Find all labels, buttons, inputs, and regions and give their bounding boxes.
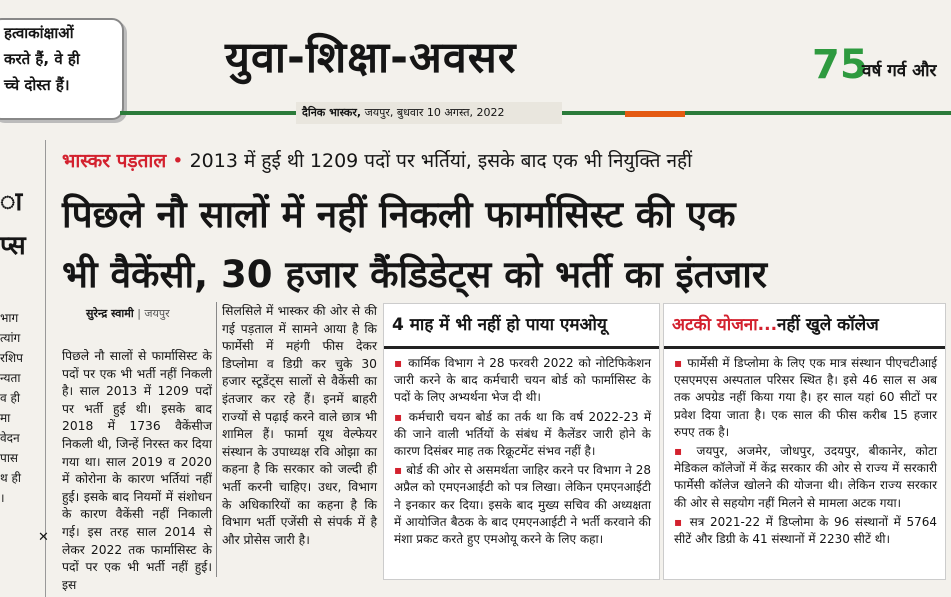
anniversary-text: वर्ष गर्व और	[862, 61, 937, 81]
masthead-rule-left	[120, 111, 296, 115]
bullet-icon: •	[172, 150, 184, 172]
clipped-text-line: थ ही	[0, 471, 21, 485]
box-point	[394, 409, 651, 461]
masthead-accent	[625, 111, 685, 117]
box-title-red: अटकी योजना...	[672, 315, 778, 335]
promo-line: च्चे दोस्त हैं।	[4, 76, 70, 94]
box-point-text: बोर्ड की ओर से असमर्थता जाहिर करने पर विभाग ने 28 अप्रैल को एमएनआईटी को पत्र लिखा। लेकिन एमएनआईटी ने इनकार कर दिया। इसके बाद मुख्य सचिव की अध्यक्षता में आयोजित बैठक के बाद एमएनआईटी ने भर्ती करवाने की मंशा प्रकट करते हुए एमओयू करने के लिए कहा।	[394, 463, 651, 547]
section-masthead: युवा-शिक्षा-अवसर	[225, 33, 517, 83]
promo-box	[0, 18, 124, 120]
box-point	[394, 462, 651, 548]
clipped-text-line: मा	[0, 411, 11, 425]
headline-line: भी वैकेंसी, 30 हजार कैंडिडेट्स को भर्ती का इंतजार	[62, 253, 767, 296]
anniversary-number: 75	[812, 42, 868, 88]
bullet-icon: ▪	[394, 463, 407, 478]
kicker-text: 2013 में हुई थी 1209 पदों पर भर्तियां, इसके बाद एक भी नियुक्ति नहीं	[189, 150, 693, 172]
box-point	[394, 355, 651, 407]
box-point-text: जयपुर, अजमेर, जोधपुर, उदयपुर, बीकानेर, कोटा मेडिकल कॉलेजों में केंद्र सरकार की ओर से राज्य में सरकारी फार्मेसी कॉलेज खोलने की योजना थी। लेकिन राज्य सरकार की ओर से सहयोग नहीं मिलने से मामला अटक गया।	[674, 444, 937, 510]
dateline	[296, 102, 562, 124]
headline	[62, 185, 942, 305]
clipped-text-line: रशिप	[0, 351, 23, 365]
promo-line: हत्वाकांक्षाओं	[4, 24, 74, 42]
bullet-icon: ▪	[674, 514, 690, 529]
clipped-text-line: त्यांग	[0, 331, 21, 345]
box-title: 4 माह में भी नहीं हो पाया एमओयू	[384, 304, 659, 349]
kicker	[62, 147, 692, 173]
column-divider	[216, 302, 217, 577]
clipped-text-line: वेदन	[0, 431, 20, 445]
article-column-2: सिलसिले में भास्कर की ओर से की गई पड़ताल में सामने आया है कि फार्मेसी में महंगी फीस देकर डिप्लोमा व डिग्री कर चुके 30 हजार स्टूडेंट्स सालों से वैकेंसी का इंतजार कर रहे हैं। इनमें बाहरी राज्यों से पढ़ाई करने वाले छात्र भी शामिल हैं। फार्मा यूथ वेल्फेयर संस्थान के उपाध्यक्ष रवि ओझा का कहना है कि सरकार को जल्दी ही भर्ती करनी चाहिए। उधर, विभाग के अधिकारियों का कहना है कि विभाग भर्ती एजेंसी से संपर्क में है और प्रोसेस जारी है।	[222, 304, 377, 547]
kicker-label: भास्कर पड़ताल	[62, 150, 167, 172]
box-title-rest: नहीं खुले कॉलेज	[777, 315, 879, 335]
bullet-icon: ▪	[674, 444, 697, 459]
cut-mark-icon: ✕	[38, 530, 49, 545]
headline-line: पिछले नौ सालों में नहीं निकली फार्मासिस्ट की एक	[62, 193, 736, 236]
box-point	[674, 514, 937, 548]
anniversary-logo	[812, 42, 868, 88]
box-point-text: कार्मिक विभाग ने 28 फरवरी 2022 को नोटिफिकेशन जारी करने के बाद कर्मचारी चयन बोर्ड को फार्मासिस्ट के पदों के लिए अभ्यर्थना भेज दी थी।	[394, 356, 651, 405]
clipped-text-line: व ही	[0, 391, 20, 405]
box-point	[674, 443, 937, 512]
box-point-text: फार्मेसी में डिप्लोमा के लिए एक मात्र संस्थान पीएचटीआई एसएमएस अस्पताल परिसर स्थित है। इसे 46 साल स अब तक अपग्रेड नहीं किया गया है। हर साल यहां 60 सीटों पर प्रवेश दिया जाता है। एक साल की फीस करीब 15 हजार रुपए तक है।	[674, 356, 937, 439]
byline-place: | जयपुर	[137, 307, 170, 320]
paper-name: दैनिक भास्कर,	[302, 106, 362, 119]
date-text: जयपुर, बुधवार 10 अगस्त, 2022	[364, 106, 505, 119]
bullet-icon: ▪	[674, 356, 688, 370]
bullet-icon: ▪	[394, 356, 409, 370]
clipped-text-line: पास	[0, 451, 19, 465]
bullet-icon: ▪	[394, 409, 409, 424]
box-point-text: कर्मचारी चयन बोर्ड का तर्क था कि वर्ष 2022-23 में की जाने वाली भर्तियों के संबंध में कैलेंडर जारी होने के कारण दिसंबर माह तक रिक्रूटमेंट संभव नहीं है।	[394, 409, 651, 459]
box-point	[674, 355, 937, 441]
article-column-1: पिछले नौ सालों से फार्मासिस्ट के पदों पर एक भी भर्ती नहीं निकली है। साल 2013 में 1209 पदों पर भर्ती हुई थी। इसके बाद 2018 में 1736 वैकेंसीज निकली थी, जिन्हें निरस्त कर दिया गया था। साल 2019 व 2020 में कोरोना के कारण भर्तियां नहीं हुई। इसके बाद नियमों में संशोधन के कारण वैकेंसी नहीं निकाली गई। इस तरह साल 2014 से लेकर 2022 तक फार्मासिस्ट के पदों पर एक भी भर्ती नहीं हुई। इस	[62, 349, 212, 592]
masthead-rule-right	[562, 111, 951, 115]
clipped-text-line: न्यता	[0, 371, 21, 385]
byline-name: सुरेन्द्र स्वामी	[86, 307, 134, 320]
clipped-heading-line: प्स	[0, 231, 26, 261]
promo-line: करते हैं, वे ही	[4, 50, 80, 68]
sidebar-box-college	[663, 303, 946, 580]
clipped-text-line: ।	[0, 491, 5, 505]
clipped-heading-line: ा	[0, 187, 23, 217]
byline	[86, 306, 170, 321]
clipped-text-line: भाग	[0, 311, 19, 325]
box-point-text: सत्र 2021-22 में डिप्लोमा के 96 संस्थानों में 5764 सीटें और डिग्री के 41 संस्थानों में 2230 सीटें थी।	[674, 514, 937, 547]
sidebar-box-mou	[383, 303, 660, 580]
adjacent-article-clipped	[0, 140, 46, 597]
box-title	[664, 304, 945, 349]
